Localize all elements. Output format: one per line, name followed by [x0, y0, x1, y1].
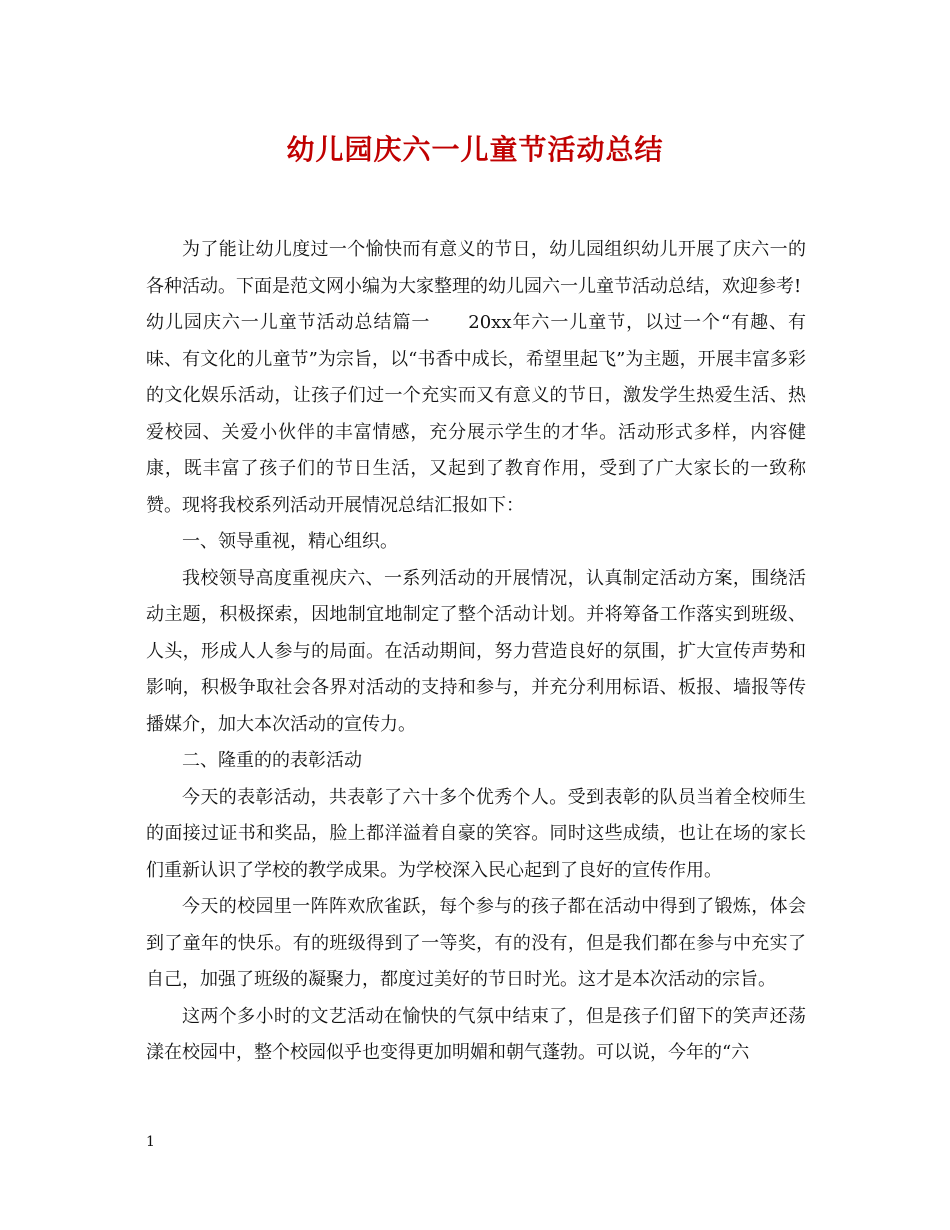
paragraph-section-one: 幼儿园庆六一儿童节活动总结篇一 20xx年六一儿童节，以过一个“有趣、有味、有文化的儿童节”为宗旨，以“书香中成长，希望里起飞”为主题，开展丰富多彩的文化娱乐活动，让孩子们过一个充实而又有意义的节日，激发学生热爱生活、热爱校园、关爱小伙伴的丰富情感，充分展示学生的才华。活动形式多样，内容健康，既丰富了孩子们的节日生活，又起到了教育作用，受到了广大家长的一致称赞。现将我校系列活动开展情况总结汇报如下：: [146, 312, 806, 516]
heading-leadership: 一、领导重视，精心组织。: [182, 531, 398, 552]
heading-commendation: 二、隆重的的表彰活动: [182, 750, 362, 771]
document-title: 幼儿园庆六一儿童节活动总结: [286, 133, 664, 166]
paragraph-intro: 为了能让幼儿度过一个愉快而有意义的节日，幼儿园组织幼儿开展了庆六一的各种活动。下面是范文网小编为大家整理的幼儿园六一儿童节活动总结，欢迎参考!: [146, 239, 806, 297]
page-number: 1: [146, 1134, 155, 1150]
paragraph-commendation: 今天的表彰活动，共表彰了六十多个优秀个人。受到表彰的队员当着全校师生的面接过证书和奖品，脸上都洋溢着自豪的笑容。同时这些成绩，也让在场的家长们重新认识了学校的教学成果。为学校深入民心起到了良好的宣传作用。: [146, 786, 806, 881]
paragraph-conclusion: 这两个多小时的文艺活动在愉快的气氛中结束了，但是孩子们留下的笑声还荡漾在校园中，整个校园似乎也变得更加明媚和朝气蓬勃。可以说，今年的“六: [146, 1005, 806, 1063]
document-body: [146, 232, 806, 1072]
paragraph-campus-joy: 今天的校园里一阵阵欢欣雀跃，每个参与的孩子都在活动中得到了锻炼，体会到了童年的快乐。有的班级得到了一等奖，有的没有，但是我们都在参与中充实了自己，加强了班级的凝聚力，都度过美好的节日时光。这才是本次活动的宗旨。: [146, 896, 806, 990]
paragraph-leadership: 我校领导高度重视庆六、一系列活动的开展情况，认真制定活动方案，围绕活动主题，积极探索，因地制宜地制定了整个活动计划。并将筹备工作落实到班级、人头，形成人人参与的局面。在活动期间，努力营造良好的氛围，扩大宣传声势和影响，积极争取社会各界对活动的支持和参与，并充分利用标语、板报、墙报等传播媒介，加大本次活动的宣传力。: [146, 567, 806, 735]
